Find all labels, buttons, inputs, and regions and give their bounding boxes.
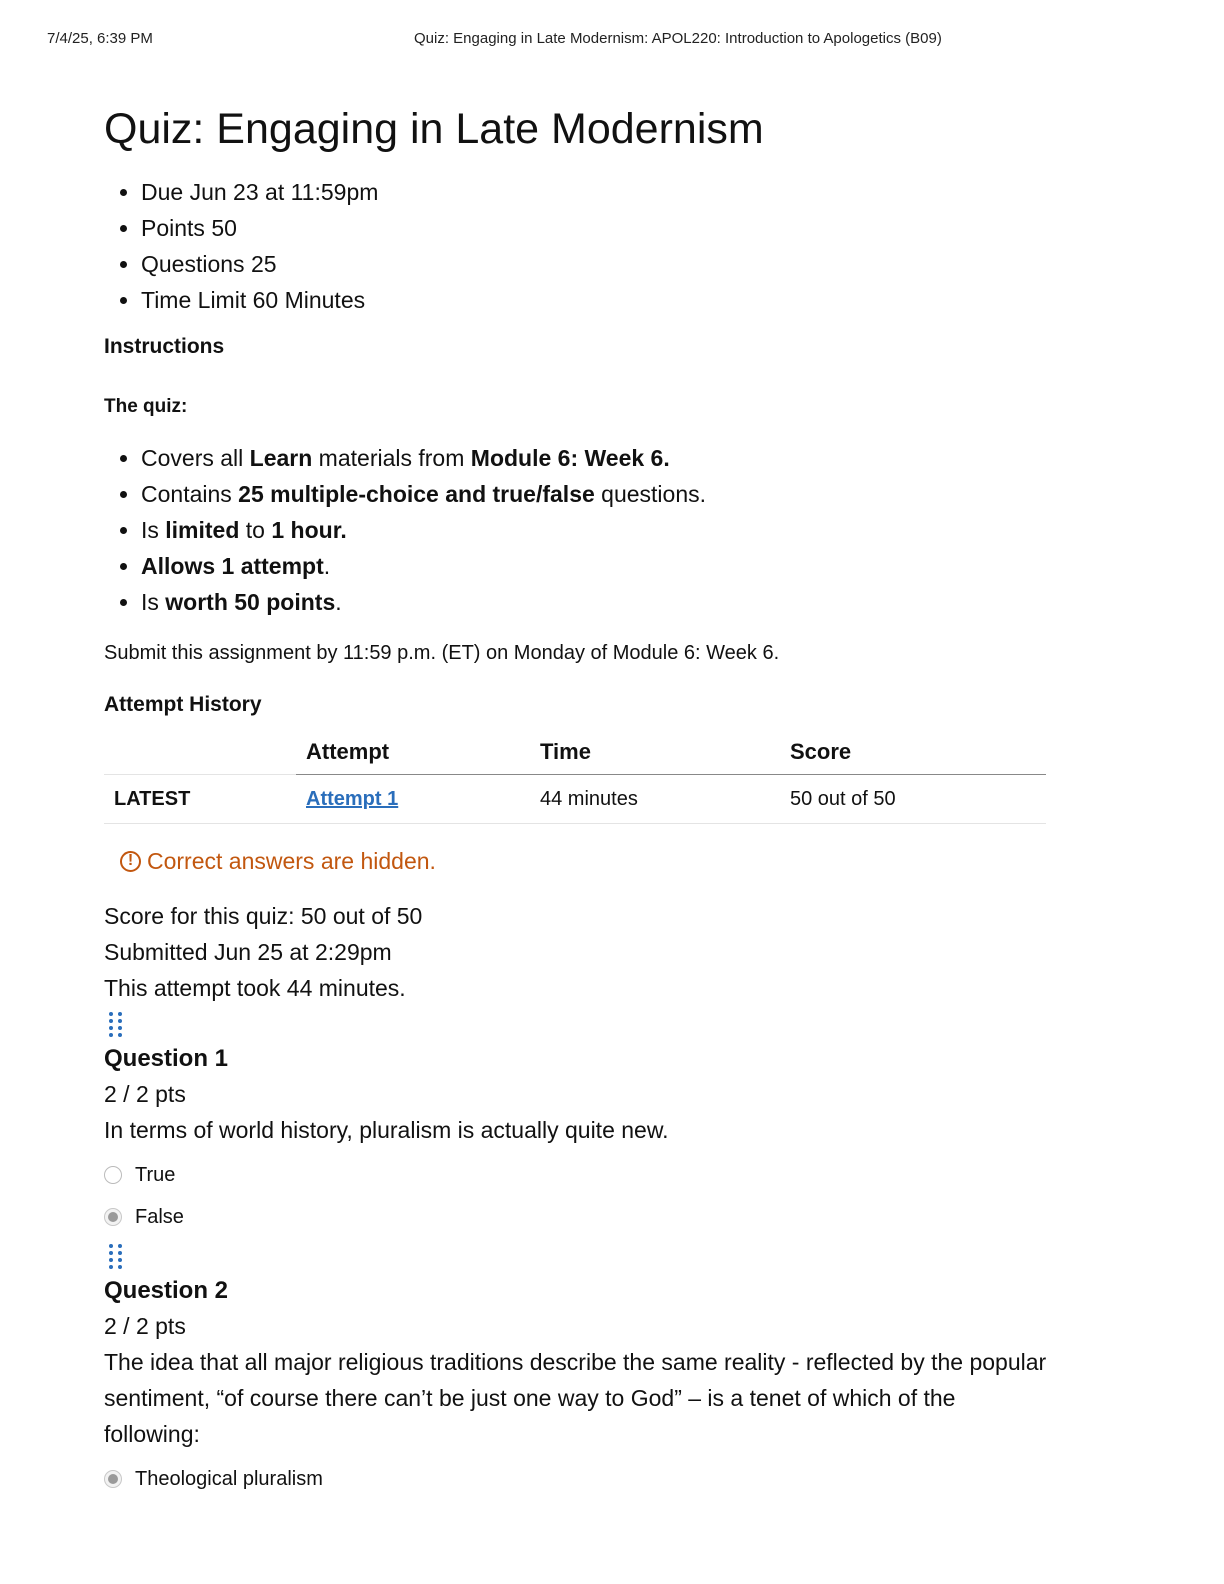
duration-summary: This attempt took 44 minutes. [104, 975, 406, 1001]
instruction-bold: limited [165, 517, 240, 543]
instruction-bold: 25 multiple-choice and true/false [238, 481, 595, 507]
instructions-list [104, 440, 1054, 620]
meta-points: • Points 50 [141, 210, 1054, 246]
column-header-time: Time [530, 730, 780, 775]
hidden-note-text: Correct answers are hidden. [147, 848, 436, 874]
submitted-summary: Submitted Jun 25 at 2:29pm [104, 939, 392, 965]
meta-questions: • Questions 25 [141, 246, 1054, 282]
answer-option [104, 1196, 1054, 1238]
print-title: Quiz: Engaging in Late Modernism: APOL220: Introduction to Apologetics (B09) [414, 30, 942, 47]
answer-option [104, 1154, 1054, 1196]
answer-list [104, 1458, 1054, 1500]
attempt-cell [296, 775, 530, 824]
column-header-blank [104, 730, 296, 775]
instruction-text: materials from [312, 445, 471, 471]
instruction-bold: worth 50 points [165, 589, 336, 615]
question-block [104, 1244, 1054, 1500]
meta-time-limit: • Time Limit 60 Minutes [141, 282, 1054, 318]
question-title: Question 2 [104, 1277, 229, 1304]
attempt-1-link[interactable]: Attempt 1 [306, 787, 399, 810]
instruction-text: Is [141, 589, 166, 615]
instruction-item [141, 548, 1054, 584]
instruction-text: Covers all [141, 445, 250, 471]
instruction-text: to [239, 517, 272, 543]
instruction-text: Is [141, 517, 166, 543]
instruction-item [141, 512, 1054, 548]
question-points: 2 / 2 pts [104, 1081, 186, 1107]
score-cell: 50 out of 50 [780, 775, 1046, 824]
quiz-meta-list [104, 174, 1054, 318]
answer-list [104, 1154, 1054, 1238]
print-header [0, 30, 1224, 52]
radio-button-selected[interactable] [104, 1208, 122, 1226]
question-block [104, 1012, 1054, 1238]
quiz-summary [104, 898, 1054, 1006]
answer-label: False [135, 1205, 184, 1228]
score-summary: Score for this quiz: 50 out of 50 [104, 903, 423, 929]
table-row [104, 775, 1046, 824]
question-text: In terms of world history, pluralism is actually quite new. [104, 1117, 669, 1143]
answer-label: Theological pluralism [135, 1467, 323, 1490]
instruction-bold: Learn [249, 445, 313, 471]
correct-answers-hidden-notice [120, 844, 1054, 878]
radio-button-selected[interactable] [104, 1470, 122, 1488]
instruction-text: questions. [594, 481, 707, 507]
instruction-text: . [335, 589, 342, 615]
column-header-score: Score [780, 730, 1046, 775]
question-points: 2 / 2 pts [104, 1313, 186, 1339]
print-date: 7/4/25, 6:39 PM [47, 30, 153, 47]
instruction-item [141, 440, 1054, 476]
instruction-bold: 1 hour. [271, 517, 347, 543]
drag-handle-icon[interactable] [104, 1012, 133, 1040]
instruction-bold: Module 6: Week 6. [470, 445, 670, 471]
time-cell: 44 minutes [530, 775, 780, 824]
answer-option [104, 1458, 1054, 1500]
latest-label: LATEST [104, 775, 296, 824]
instruction-text: . [323, 553, 331, 579]
question-title: Question 1 [104, 1045, 229, 1072]
instruction-bold: Allows 1 attempt [141, 553, 324, 579]
page-title: Quiz: Engaging in Late Modernism [104, 105, 764, 153]
question-text: The idea that all major religious traditions describe the same reality - reflected by the popular sentiment, “of course there can’t be just one way to God” – is a tenet of which of the following: [104, 1349, 1047, 1447]
instructions-heading: Instructions [104, 335, 225, 358]
radio-button[interactable] [104, 1166, 122, 1184]
instruction-item [141, 476, 1054, 512]
quiz-content [104, 100, 1054, 1500]
warning-icon: ! [120, 851, 141, 872]
table-header-row [104, 730, 1046, 775]
submit-note: Submit this assignment by 11:59 p.m. (ET) on Monday of Module 6: Week 6. [104, 642, 780, 664]
attempt-history-table [104, 730, 1046, 824]
instruction-item [141, 584, 1054, 620]
drag-handle-icon[interactable] [104, 1244, 133, 1272]
attempt-history-heading: Attempt History [104, 693, 262, 716]
column-header-attempt: Attempt [296, 730, 530, 775]
quiz-subheading: The quiz: [104, 396, 188, 417]
meta-due: • Due Jun 23 at 11:59pm [141, 174, 1054, 210]
instruction-text: Contains [141, 481, 239, 507]
answer-label: True [135, 1163, 176, 1186]
